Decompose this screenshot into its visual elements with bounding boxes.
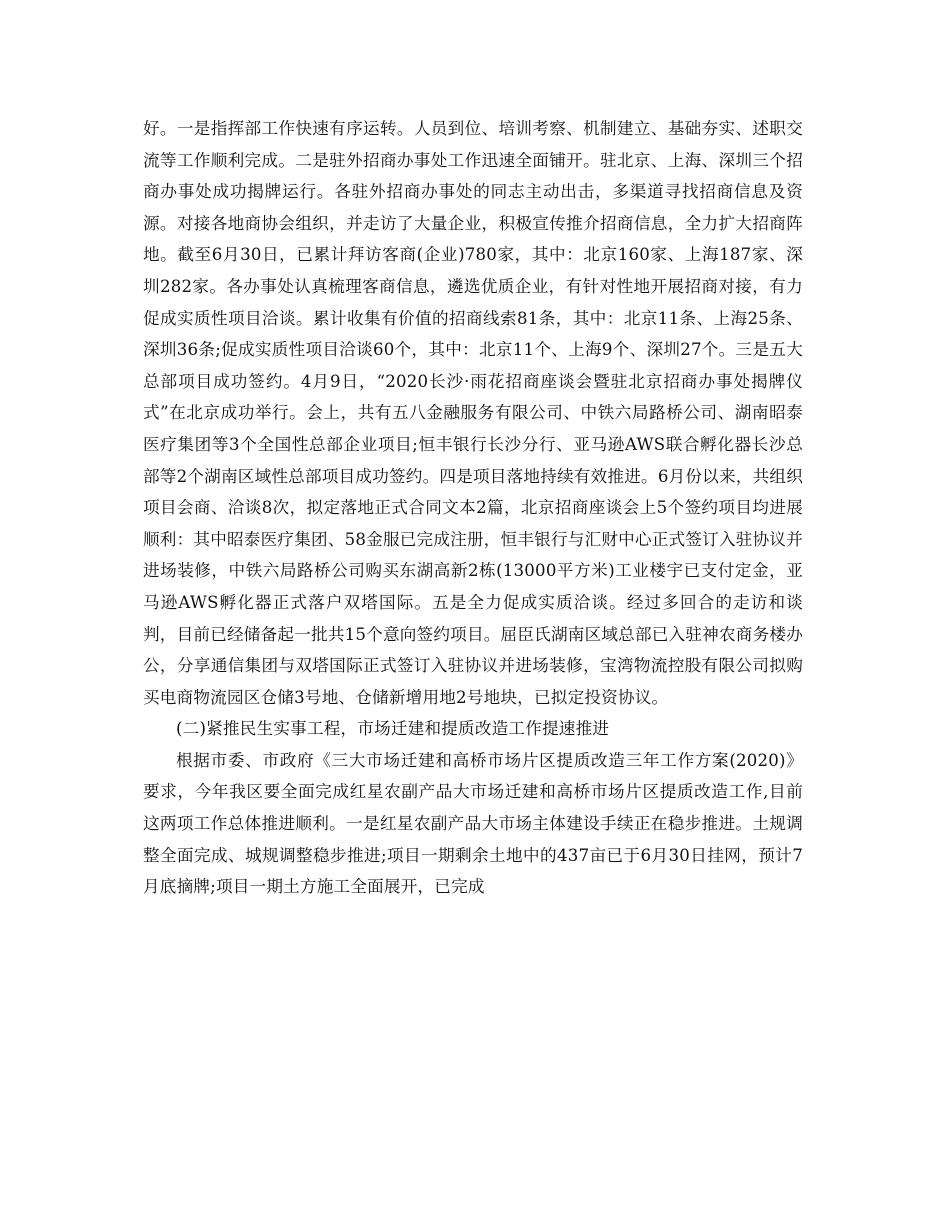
section-heading: (二)紧推民生实事工程，市场迁建和提质改造工作提速推进 [176, 719, 610, 739]
body-paragraph: 根据市委、市政府《三大市场迁建和高桥市场片区提质改造三年工作方案(2020)》要求，今年我区要全面完成红星农副产品大市场迁建和高桥市场片区提质改造工作,目前这两项工作总体推进顺利。一是红星农副产品大市场主体建设手续正在稳步推进。土规调整全面完成、城规调整稳步推进;项目一期剩余土地中的437亩已于6月30日挂网，预计7月底摘牌;项目一期土方施工全面展开，已完成 [143, 750, 803, 897]
document-body [143, 113, 803, 903]
body-paragraph: 好。一是指挥部工作快速有序运转。人员到位、培训考察、机制建立、基础夯实、述职交流等工作顺利完成。二是驻外招商办事处工作迅速全面铺开。驻北京、上海、深圳三个招商办事处成功揭牌运行。各驻外招商办事处的同志主动出击，多渠道寻找招商信息及资源。对接各地商协会组织，并走访了大量企业，积极宣传推介招商信息，全力扩大招商阵地。截至6月30日，已累计拜访客商(企业)780家，其中：北京160家、上海187家、深圳282家。各办事处认真梳理客商信息，遴选优质企业，有针对性地开展招商对接，有力促成实质性项目洽谈。累计收集有价值的招商线索81条，其中：北京11条、上海25条、深圳36条;促成实质性项目洽谈60个，其中：北京11个、上海9个、深圳27个。三是五大总部项目成功签约。4月9日，“2020长沙·雨花招商座谈会暨驻北京招商办事处揭牌仪式”在北京成功举行。会上，共有五八金融服务有限公司、中铁六局路桥公司、湖南昭泰医疗集团等3个全国性总部企业项目;恒丰银行长沙分行、亚马逊AWS联合孵化器长沙总部等2个湖南区域性总部项目成功签约。四是项目落地持续有效推进。6月份以来，共组织项目会商、洽谈8次，拟定落地正式合同文本2篇，北京招商座谈会上5个签约项目均进展顺利：其中昭泰医疗集团、58金服已完成注册，恒丰银行与汇财中心正式签订入驻协议并进场装修，中铁六局路桥公司购买东湖高新2栋(13000平方米)工业楼宇已支付定金，亚马逊AWS孵化器正式落户双塔国际。五是全力促成实质洽谈。经过多回合的走访和谈判，目前已经储备起一批共15个意向签约项目。屈臣氏湖南区域总部已入驻神农商务楼办公，分享通信集团与双塔国际正式签订入驻协议并进场装修，宝湾物流控股有限公司拟购买电商物流园区仓储3号地、仓储新增用地2号地块，已拟定投资协议。 [143, 119, 803, 707]
